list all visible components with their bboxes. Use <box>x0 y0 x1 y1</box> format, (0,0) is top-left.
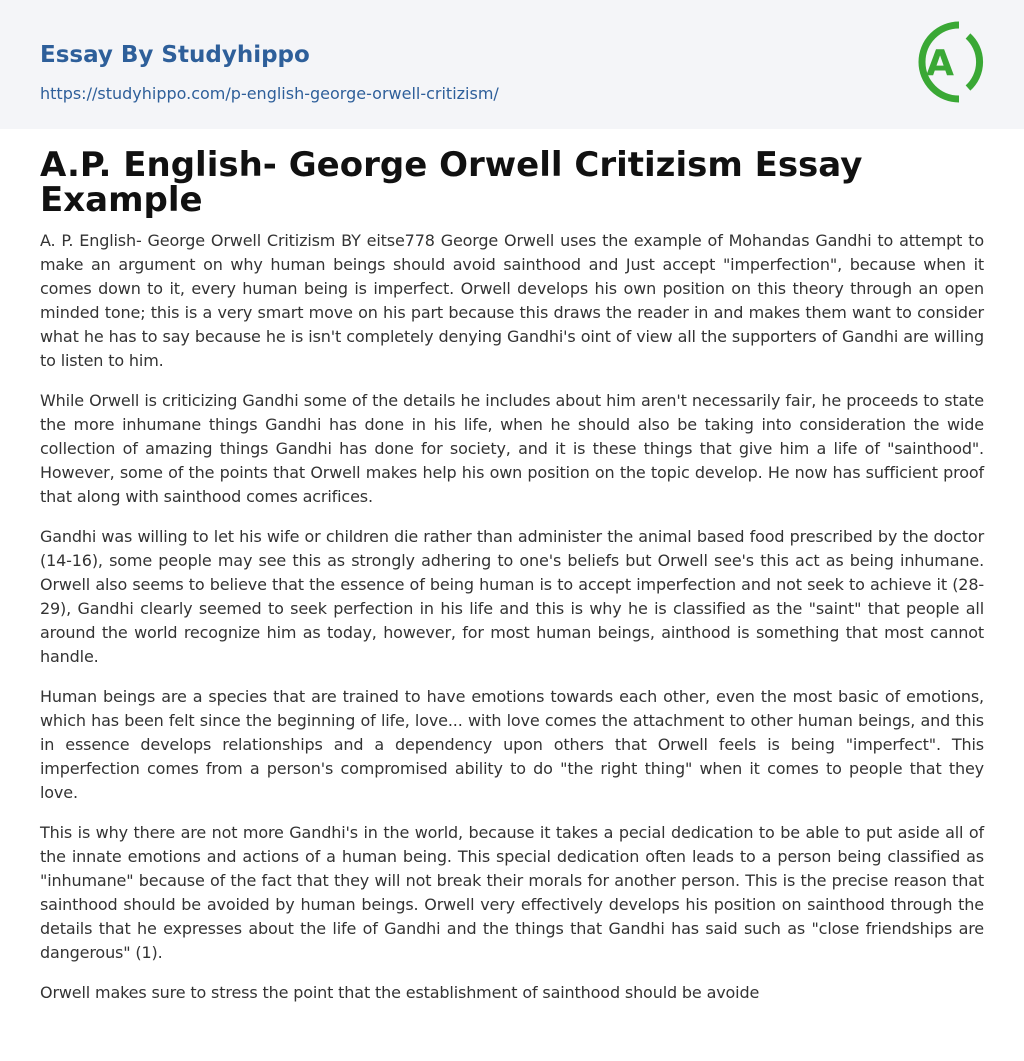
essay-paragraph: Human beings are a species that are trained to have emotions towards each other, even the most basic of emotions, which has been felt since the beginning of life, love... with love comes the attachment to other human beings, and this in essence develops relationships and a dependency upon others that Orwell feels is being "imperfect". This imperfection comes from a person's compromised ability to do "the right thing" when it comes to people that they love. <box>40 687 984 802</box>
essay-paragraph: Gandhi was willing to let his wife or children die rather than administer the animal based food prescribed by the doctor (14-16), some people may see this as strongly adhering to one's beliefs but Orwell see's this act as being inhumane. Orwell also seems to believe that the essence of being human is to accept imperfection and not seek to achieve it (28-29), Gandhi clearly seemed to seek perfection in his life and this is why he is classified as the "saint" that people all around the world recognize him as today, however, for most human beings, ainthood is something that most cannot handle. <box>40 527 984 666</box>
studyhippo-logo-icon[interactable] <box>912 18 988 106</box>
essay-paragraph: While Orwell is criticizing Gandhi some of the details he includes about him aren't necessarily fair, he proceeds to state the more inhumane things Gandhi has done in his life, when he should also be taking into consideration the wide collection of amazing things Gandhi has done for society, and it is these things that give him a life of "sainthood". However, some of the points that Orwell makes help his own position on the topic develop. He now has sufficient proof that along with sainthood comes acrifices. <box>40 391 984 506</box>
site-header <box>0 0 1024 129</box>
page-url-link[interactable]: https://studyhippo.com/p-english-george-orwell-critizism/ <box>40 84 499 103</box>
logo-letter: A <box>926 43 954 84</box>
essay-paragraph: A. P. English- George Orwell Critizism BY eitse778 George Orwell uses the example of Mohandas Gandhi to attempt to make an argument on why human beings should avoid sainthood and Just accept "imperfection", because when it comes down to it, every human being is imperfect. Orwell develops his own position on this theory through an open minded tone; this is a very smart move on his part because this draws the reader in and makes them want to consider what he has to say because he is isn't completely denying Gandhi's oint of view all the supporters of Gandhi are willing to listen to him. <box>40 231 984 370</box>
site-brand[interactable]: Essay By Studyhippo <box>40 42 310 68</box>
essay-paragraph: This is why there are not more Gandhi's in the world, because it takes a pecial dedication to be able to put aside all of the innate emotions and actions of a human being. This special dedication often leads to a person being classified as "inhumane" because of the fact that they will not break their morals for another person. This is the precise reason that sainthood should be avoided by human beings. Orwell very effectively develops his position on sainthood through the details that he expresses about the life of Gandhi and the things that Gandhi has said such as "close friendships are dangerous" (1). <box>40 823 984 962</box>
essay-body <box>40 229 984 1021</box>
page-title: A.P. English- George Orwell Critizism Essay Example <box>40 145 863 220</box>
essay-paragraph: Orwell makes sure to stress the point that the establishment of sainthood should be avoide <box>40 983 760 1002</box>
